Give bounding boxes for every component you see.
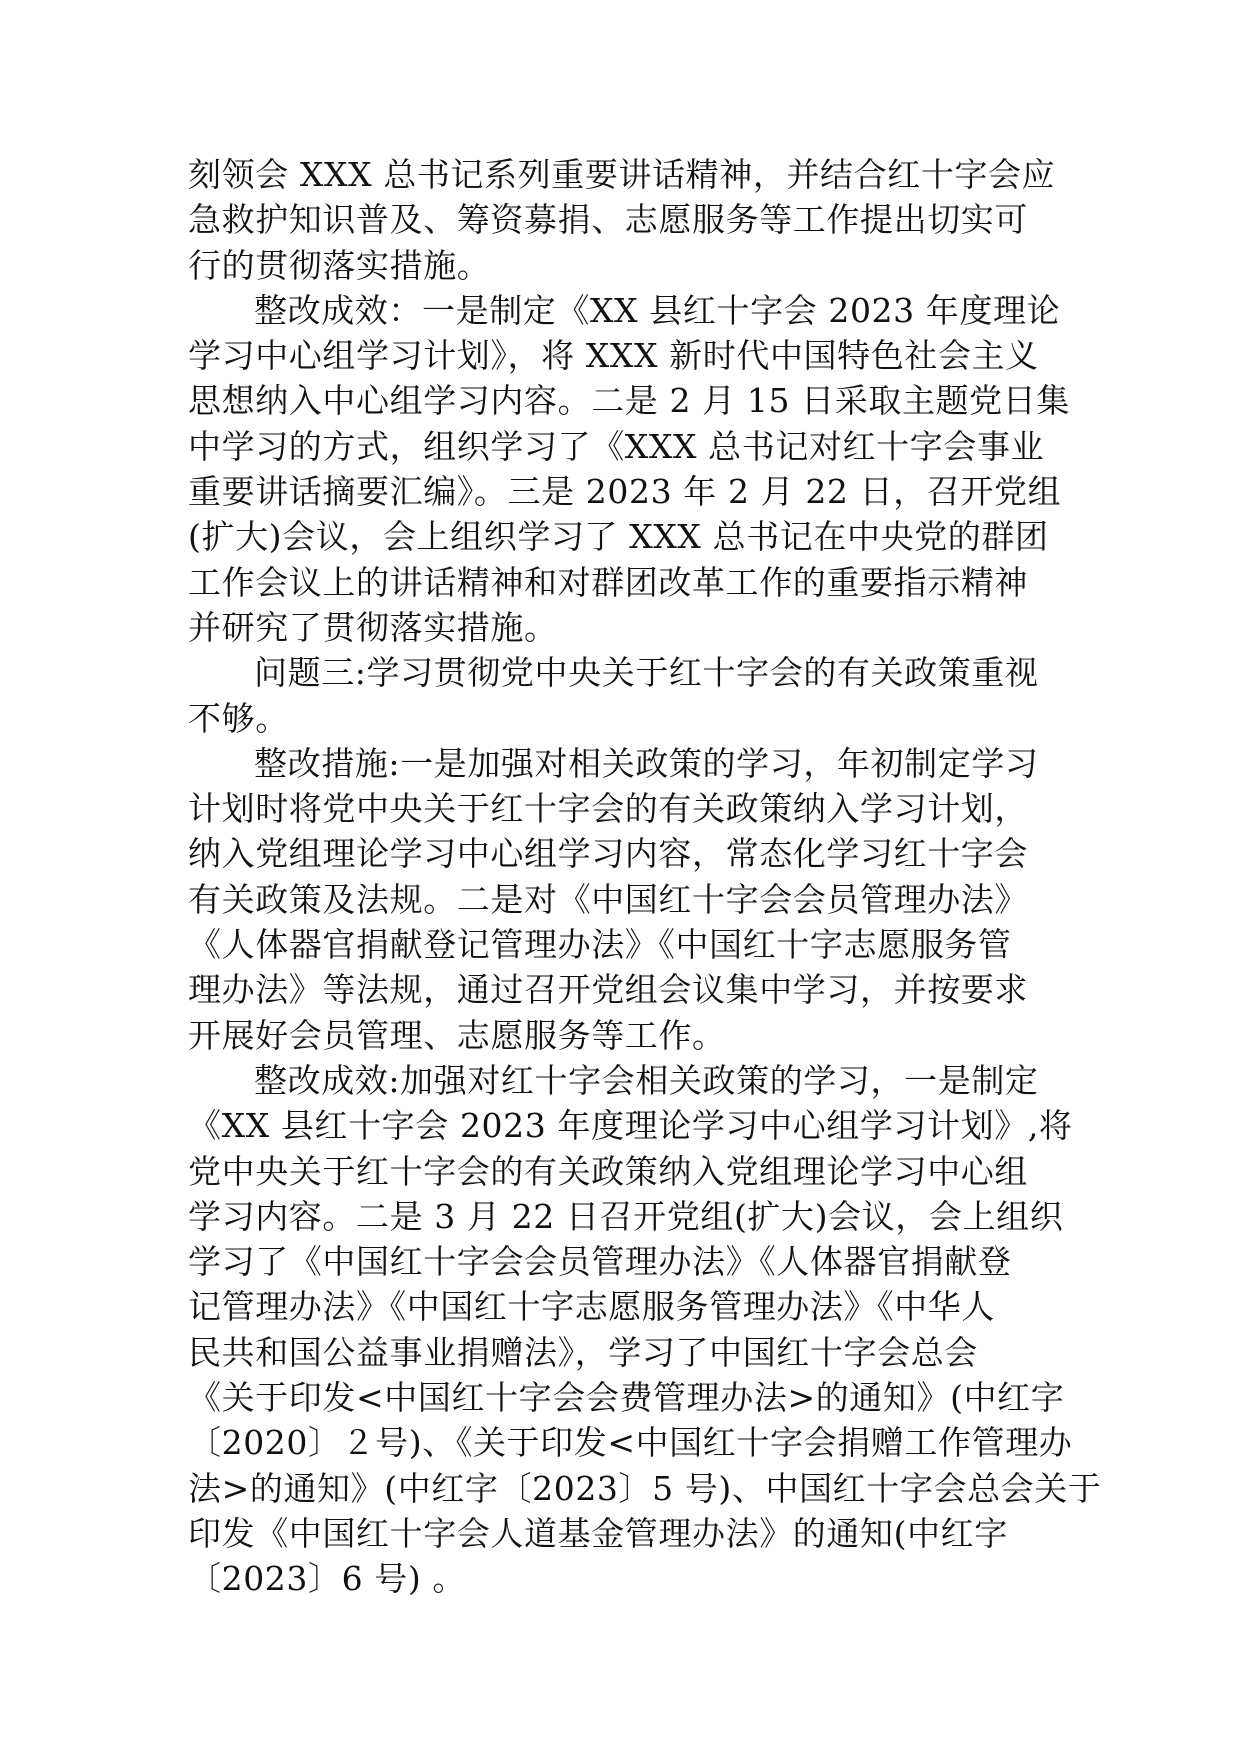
text-line: 学习了《中国红十字会会员管理办法》《人体器官捐献登 [188, 1242, 1012, 1282]
paragraph-start-line: 整改措施:一是加强对相关政策的学习，年初制定学习 [254, 743, 1039, 783]
text-line: 不够。 [188, 698, 289, 738]
text-line: 开展好会员管理、志愿服务等工作。 [188, 1015, 726, 1055]
text-line: 急救护知识普及、筹资募捐、志愿服务等工作提出切实可 [188, 200, 1028, 240]
text-line: 党中央关于红十字会的有关政策纳入党组理论学习中心组 [188, 1151, 1028, 1191]
text-line: 民共和国公益事业捐赠法》，学习了中国红十字会总会 [188, 1332, 978, 1372]
text-line: 计划时将党中央关于红十字会的有关政策纳入学习计划， [188, 789, 1028, 829]
text-line: 刻领会 XXX 总书记系列重要讲话精神，并结合红十字会应 [188, 155, 1056, 194]
text-line: 重要讲话摘要汇编》。三是 2023 年 2 月 22 日，召开党组 [188, 472, 1062, 512]
paragraph-start-line: 问题三:学习贯彻党中央关于红十字会的有关政策重视 [254, 653, 1039, 693]
text-line: 纳入党组理论学习中心组学习内容，常态化学习红十字会 [188, 834, 1028, 874]
text-line: 理办法》等法规，通过召开党组会议集中学习，并按要求 [188, 970, 1028, 1010]
text-line: 《关于印发<中国红十字会会费管理办法>的通知》(中红字 [188, 1378, 1065, 1418]
text-line: 中学习的方式，组织学习了《XXX 总书记对红十字会事业 [188, 426, 1045, 466]
text-line: 《XX 县红十字会 2023 年度理论学习中心组学习计划》,将 [188, 1106, 1073, 1146]
text-line: 思想纳入中心组学习内容。二是 2 月 15 日采取主题党日集 [188, 381, 1070, 421]
text-line: 并研究了贯彻落实措施。 [188, 607, 558, 647]
paragraph-start-line: 整改成效:加强对红十字会相关政策的学习，一是制定 [254, 1060, 1039, 1100]
text-line: 《人体器官捐献登记管理办法》《中国红十字志愿服务管 [188, 925, 1012, 965]
text-line: 学习内容。二是 3 月 22 日召开党组(扩大)会议，会上组织 [188, 1196, 1064, 1236]
paragraph-start-line: 整改成效：一是制定《XX 县红十字会 2023 年度理论 [254, 290, 1061, 330]
text-line: 工作会议上的讲话精神和对群团改革工作的重要指示精神 [188, 562, 1028, 602]
text-line: (扩大)会议，会上组织学习了 XXX 总书记在中央党的群团 [188, 517, 1049, 557]
text-line: 法>的通知》(中红字〔2023〕5 号)、中国红十字会总会关于 [188, 1468, 1102, 1508]
text-line: 学习中心组学习计划》，将 XXX 新时代中国特色社会主义 [188, 336, 1039, 376]
text-line: 行的贯彻落实措施。 [188, 245, 491, 285]
document-body [188, 152, 1102, 1602]
text-line: 〔2023〕6 号) 。 [188, 1559, 467, 1599]
text-line: 有关政策及法规。二是对《中国红十字会会员管理办法》 [188, 879, 1028, 919]
text-line: 〔2020〕２号)、《关于印发<中国红十字会捐赠工作管理办 [188, 1423, 1073, 1463]
text-line: 印发《中国红十字会人道基金管理办法》的通知(中红字 [188, 1513, 1008, 1553]
text-line: 记管理办法》《中国红十字志愿服务管理办法》《中华人 [188, 1287, 995, 1327]
